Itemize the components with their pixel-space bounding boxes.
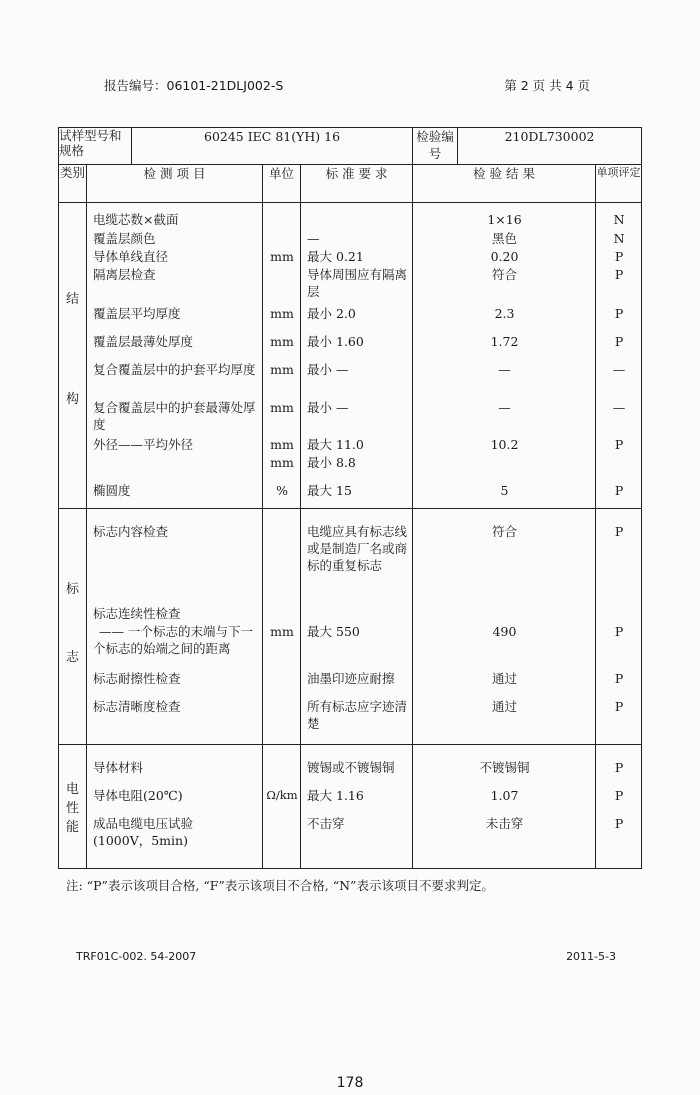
item-label: 椭圆度 bbox=[93, 483, 131, 498]
category-char: 构 bbox=[65, 392, 79, 407]
results-marking bbox=[413, 509, 596, 745]
items-structure bbox=[87, 203, 263, 509]
units-structure bbox=[263, 203, 301, 509]
standards-electrical bbox=[301, 745, 413, 869]
col-unit: 单位 bbox=[263, 165, 301, 203]
judgement-value: N bbox=[613, 212, 625, 227]
standard-value: 最小 1.60 bbox=[307, 334, 364, 349]
judgement-value: P bbox=[614, 816, 624, 831]
judgements-structure bbox=[596, 203, 642, 509]
footnote: 注: “P”表示该项目合格, “F”表示该项目不合格, “N”表示该项目不要求判定。 bbox=[66, 878, 494, 893]
standard-value: 最大 11.0 bbox=[307, 437, 364, 452]
category-char: 性 bbox=[65, 801, 79, 816]
category-char: 电 bbox=[65, 782, 79, 797]
category-char: 能 bbox=[65, 820, 79, 835]
item-label: 标志连续性检查 bbox=[93, 606, 181, 621]
judgements-marking bbox=[596, 509, 642, 745]
judgement-value: — bbox=[612, 400, 626, 415]
result-value: 通过 bbox=[492, 671, 518, 686]
sample-model-value: 60245 IEC 81(YH) 16 bbox=[132, 128, 413, 165]
item-label: —— 一个标志的末端与下一个标志的始端之间的距离 bbox=[93, 624, 253, 656]
units-electrical bbox=[263, 745, 301, 869]
unit-value: mm bbox=[270, 624, 294, 639]
judgement-value: P bbox=[614, 671, 624, 686]
item-label: 标志内容检查 bbox=[93, 524, 169, 539]
result-value: 黑色 bbox=[492, 231, 518, 246]
result-value: 1.07 bbox=[490, 788, 519, 803]
standard-value: 最小 — bbox=[307, 400, 349, 415]
form-code: TRF01C-002. 54-2007 bbox=[76, 950, 197, 963]
unit-value: % bbox=[276, 483, 288, 498]
result-value: 5 bbox=[500, 483, 509, 498]
standards-structure bbox=[301, 203, 413, 509]
result-value: 1×16 bbox=[487, 212, 522, 227]
judgement-value: P bbox=[614, 624, 624, 639]
col-standard: 标 准 要 求 bbox=[301, 165, 413, 203]
judgement-value: — bbox=[612, 362, 626, 377]
result-value: 2.3 bbox=[494, 306, 515, 321]
item-label: 覆盖层颜色 bbox=[93, 231, 156, 246]
sample-model-label: 试样型号和规格 bbox=[59, 128, 132, 165]
report-number: 报告编号：06101-21DLJ002-S bbox=[104, 78, 284, 93]
item-label: 复合覆盖层中的护套平均厚度 bbox=[93, 362, 256, 377]
standard-value: 镀锡或不镀锡铜 bbox=[307, 760, 395, 775]
item-label: 成品电缆电压试验(1000V，5min) bbox=[93, 816, 194, 848]
standards-marking bbox=[301, 509, 413, 745]
standard-value: 油墨印迹应耐擦 bbox=[307, 671, 395, 686]
standard-value: 不击穿 bbox=[307, 816, 345, 831]
judgement-value: P bbox=[614, 437, 624, 452]
unit-value: mm bbox=[270, 334, 294, 349]
unit-value: mm bbox=[270, 437, 294, 452]
footer-date: 2011-5-3 bbox=[566, 950, 616, 963]
section-marking bbox=[59, 509, 642, 745]
result-value: 1.72 bbox=[490, 334, 519, 349]
standard-value: 最大 1.16 bbox=[307, 788, 364, 803]
page-number: 178 bbox=[336, 1075, 364, 1091]
results-structure bbox=[413, 203, 596, 509]
items-electrical bbox=[87, 745, 263, 869]
judgement-value: P bbox=[614, 249, 624, 264]
result-value: 10.2 bbox=[490, 437, 519, 452]
items-marking bbox=[87, 509, 263, 745]
unit-value: mm bbox=[270, 455, 294, 470]
col-category: 类别 bbox=[59, 165, 87, 203]
category-char: 标 bbox=[65, 582, 79, 597]
item-label: 标志耐擦性检查 bbox=[93, 671, 181, 686]
col-item: 检 测 项 目 bbox=[87, 165, 263, 203]
result-value: 符合 bbox=[492, 267, 518, 282]
judgement-value: N bbox=[613, 231, 625, 246]
page-info: 第 2 页 共 4 页 bbox=[504, 78, 590, 93]
result-value: 未击穿 bbox=[485, 816, 524, 831]
category-structure bbox=[59, 203, 87, 509]
results-electrical bbox=[413, 745, 596, 869]
standard-value: 导体周围应有隔离层 bbox=[307, 267, 408, 299]
category-char: 结 bbox=[65, 292, 79, 307]
judgement-value: P bbox=[614, 306, 624, 321]
col-result: 检 验 结 果 bbox=[413, 165, 596, 203]
standard-value: 所有标志应字迹清楚 bbox=[307, 699, 408, 731]
judgement-value: P bbox=[614, 334, 624, 349]
result-value: 符合 bbox=[492, 524, 518, 539]
item-label: 导体材料 bbox=[93, 760, 144, 775]
judgement-value: P bbox=[614, 524, 624, 539]
item-label: 导体电阻(20℃) bbox=[93, 788, 183, 803]
item-label: 导体单线直径 bbox=[93, 249, 169, 264]
standard-value: 最小 — bbox=[307, 362, 349, 377]
standard-value: 最大 0.21 bbox=[307, 249, 364, 264]
item-label: 覆盖层最薄处厚度 bbox=[93, 334, 194, 349]
unit-value: mm bbox=[270, 306, 294, 321]
result-value: 通过 bbox=[492, 699, 518, 714]
judgement-value: P bbox=[614, 760, 624, 775]
category-char: 志 bbox=[65, 650, 79, 665]
item-label: 电缆芯数×截面 bbox=[93, 212, 179, 227]
item-label: 隔离层检查 bbox=[93, 267, 156, 282]
result-value: 不镀锡铜 bbox=[479, 760, 530, 775]
result-value: — bbox=[498, 362, 511, 377]
standard-value: 最大 15 bbox=[307, 483, 352, 498]
col-judgement: 单项评定 bbox=[596, 165, 642, 203]
column-header-row bbox=[59, 165, 642, 203]
inspection-no-label: 检验编号 bbox=[413, 128, 458, 165]
category-electrical bbox=[59, 745, 87, 869]
result-value: 490 bbox=[492, 624, 517, 639]
standard-value: 最小 2.0 bbox=[307, 306, 356, 321]
unit-value: Ω/km bbox=[266, 788, 298, 802]
judgement-value: P bbox=[614, 483, 624, 498]
unit-value: mm bbox=[270, 249, 294, 264]
inspection-no-value: 210DL730002 bbox=[458, 128, 642, 165]
result-value: — bbox=[498, 400, 511, 415]
standard-value: 最小 8.8 bbox=[307, 455, 356, 470]
category-marking bbox=[59, 509, 87, 745]
item-label: 标志清晰度检查 bbox=[93, 699, 181, 714]
result-value: 0.20 bbox=[490, 249, 519, 264]
standard-value: — bbox=[307, 231, 320, 246]
standard-value: 最大 550 bbox=[307, 624, 360, 639]
section-electrical bbox=[59, 745, 642, 869]
item-label: 覆盖层平均厚度 bbox=[93, 306, 181, 321]
standard-value: 电缆应具有标志线或是制造厂名或商标的重复标志 bbox=[307, 524, 408, 573]
unit-value: mm bbox=[270, 362, 294, 377]
judgement-value: P bbox=[614, 788, 624, 803]
item-label: 外径——平均外径 bbox=[93, 437, 194, 452]
judgement-value: P bbox=[614, 699, 624, 714]
judgements-electrical bbox=[596, 745, 642, 869]
judgement-value: P bbox=[614, 267, 624, 282]
sample-info-row bbox=[59, 128, 642, 165]
item-label: 复合覆盖层中的护套最薄处厚度 bbox=[93, 400, 256, 432]
unit-value: mm bbox=[270, 400, 294, 415]
units-marking bbox=[263, 509, 301, 745]
section-structure bbox=[59, 203, 642, 509]
inspection-table bbox=[58, 127, 642, 869]
